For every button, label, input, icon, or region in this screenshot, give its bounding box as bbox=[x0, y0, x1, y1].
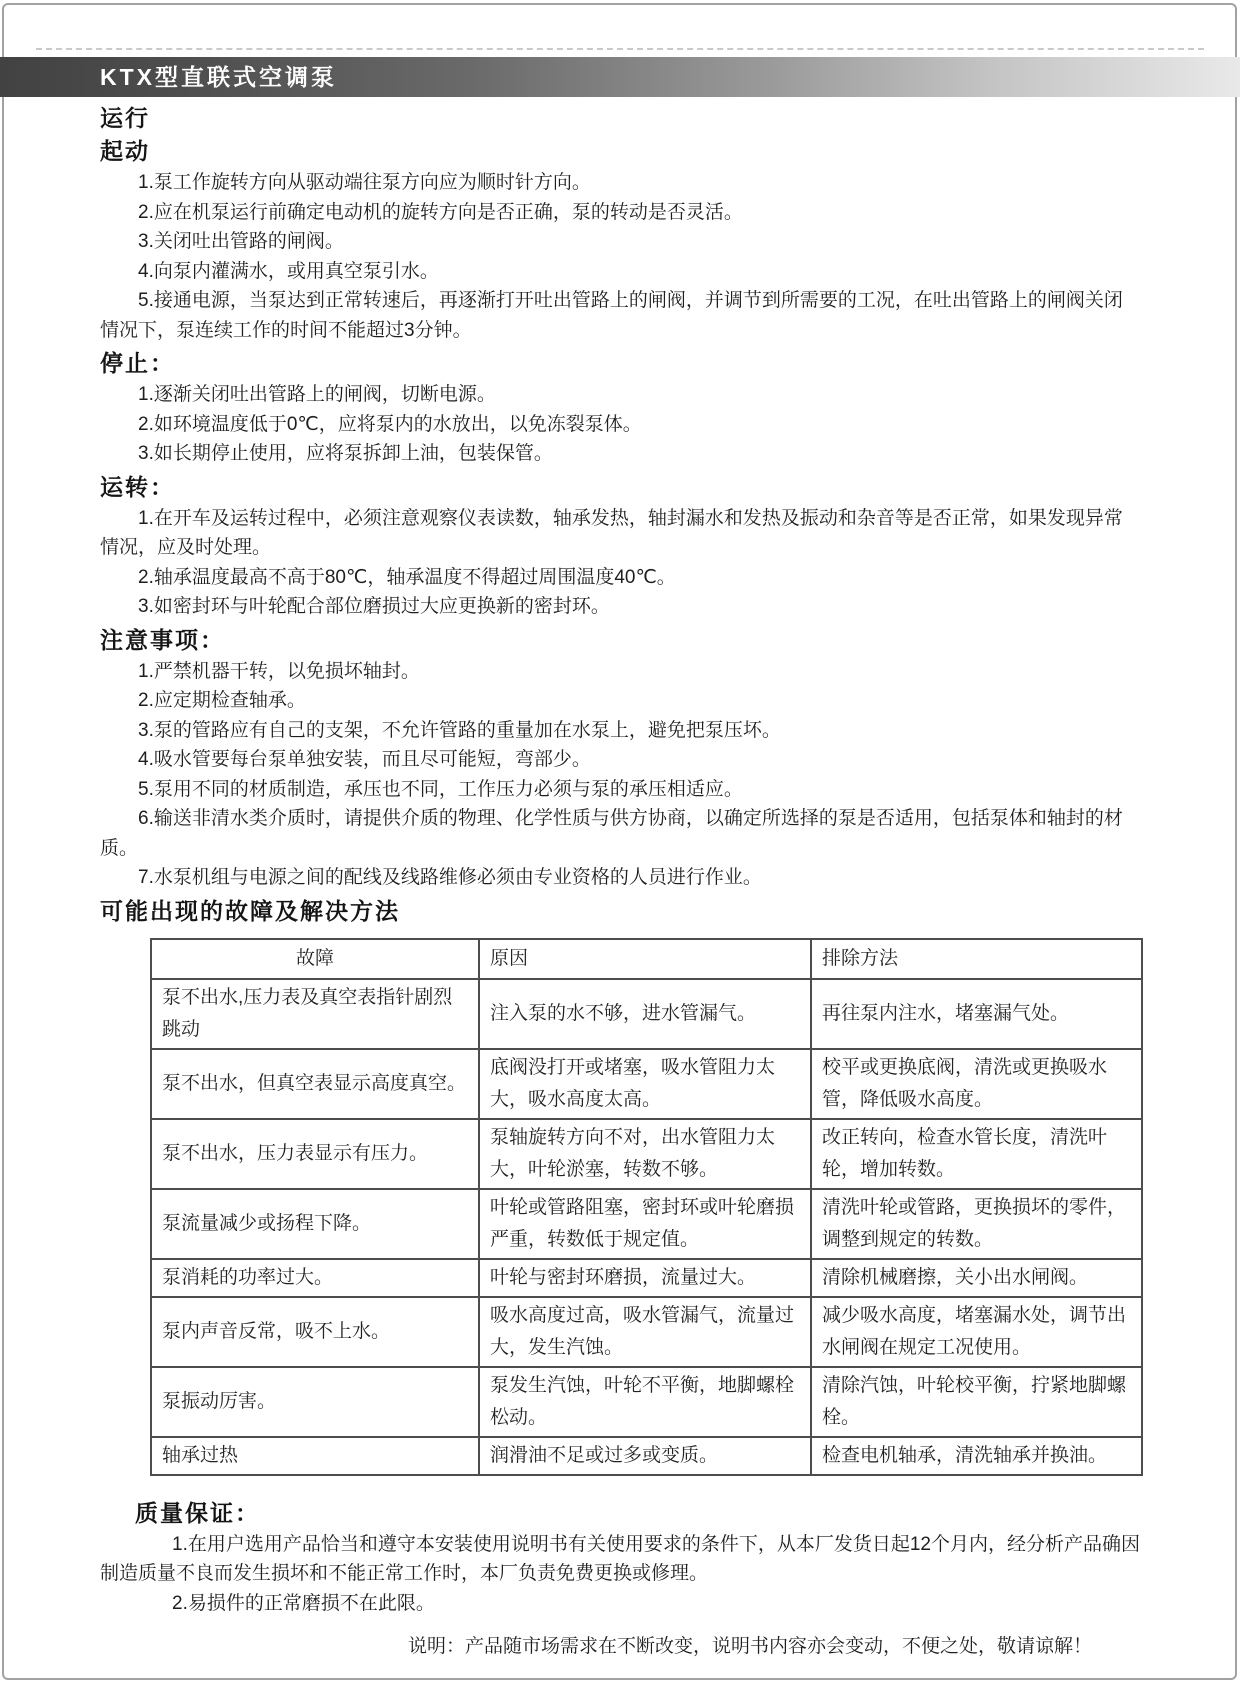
cause-cell: 泵轴旋转方向不对，出水管阻力太大，叶轮淤塞，转数不够。 bbox=[479, 1119, 811, 1189]
list-item: 1.严禁机器干转，以免损坏轴封。 bbox=[138, 660, 420, 682]
table-row bbox=[151, 1259, 1142, 1297]
table-row bbox=[151, 1367, 1142, 1437]
cause-cell: 叶轮或管路阻塞，密封环或叶轮磨损严重，转数低于规定值。 bbox=[479, 1189, 811, 1259]
list-item: 2.易损件的正常磨损不在此限。 bbox=[172, 1592, 435, 1614]
solution-cell: 校平或更换底阀，清洗或更换吸水管，降低吸水高度。 bbox=[811, 1049, 1142, 1119]
table-row bbox=[151, 1437, 1142, 1475]
table-row bbox=[151, 979, 1142, 1049]
list-item: 1.逐渐关闭吐出管路上的闸阀，切断电源。 bbox=[138, 384, 496, 405]
list-item: 3.如长期停止使用，应将泵拆卸上油，包装保管。 bbox=[138, 443, 553, 464]
solution-cell: 改正转向，检查水管长度，清洗叶轮，增加转数。 bbox=[811, 1119, 1142, 1189]
fault-cell: 泵不出水，但真空表显示高度真空。 bbox=[151, 1049, 479, 1119]
cause-cell: 底阀没打开或堵塞，吸水管阻力太大，吸水高度太高。 bbox=[479, 1049, 811, 1119]
list-item: 7.水泵机组与电源之间的配线及线路维修必须由专业资格的人员进行作业。 bbox=[138, 867, 762, 888]
fault-table bbox=[150, 938, 1143, 1476]
footnote: 说明：产品随市场需求在不断改变，说明书内容亦会变动，不便之处，敬请谅解！ bbox=[408, 1636, 1093, 1657]
section-heading-running: 运转： bbox=[100, 473, 175, 500]
document-body bbox=[100, 100, 1141, 1662]
cause-cell: 吸水高度过高，吸水管漏气，流量过大，发生汽蚀。 bbox=[479, 1297, 811, 1367]
cause-cell: 叶轮与密封环磨损，流量过大。 bbox=[479, 1259, 811, 1297]
table-row bbox=[151, 1119, 1142, 1189]
column-header-cause: 原因 bbox=[479, 939, 811, 979]
solution-cell: 减少吸水高度，堵塞漏水处，调节出水闸阀在规定工况使用。 bbox=[811, 1297, 1142, 1367]
list-item: 2.应定期检查轴承。 bbox=[138, 690, 306, 711]
table-row bbox=[151, 1049, 1142, 1119]
section-heading-warranty: 质量保证： bbox=[135, 1499, 260, 1526]
section-heading-troubleshooting: 可能出现的故障及解决方法 bbox=[100, 897, 400, 924]
list-item: 1.在开车及运转过程中，必须注意观察仪表读数，轴承发热，轴封漏水和发热及振动和杂音等是否正常，如果发现异常情况，应及时处理。 bbox=[100, 507, 1123, 558]
list-item: 3.如密封环与叶轮配合部位磨损过大应更换新的密封环。 bbox=[138, 596, 610, 617]
solution-cell: 再往泵内注水，堵塞漏气处。 bbox=[811, 979, 1142, 1049]
section-heading-precautions: 注意事项： bbox=[100, 626, 225, 653]
list-item: 3.泵的管路应有自己的支架，不允许管路的重量加在水泵上，避免把泵压坏。 bbox=[138, 719, 781, 741]
section-heading-start: 起动 bbox=[100, 138, 150, 164]
list-item: 1.泵工作旋转方向从驱动端往泵方向应为顺时针方向。 bbox=[138, 172, 591, 193]
table-row bbox=[151, 1189, 1142, 1259]
column-header-fault: 故障 bbox=[151, 939, 479, 979]
section-heading-stop: 停止： bbox=[100, 350, 175, 376]
list-item: 2.轴承温度最高不高于80℃，轴承温度不得超过周围温度40℃。 bbox=[138, 566, 676, 588]
list-item: 4.向泵内灌满水，或用真空泵引水。 bbox=[138, 260, 439, 282]
fault-cell: 轴承过热 bbox=[151, 1437, 479, 1475]
section-heading-operation: 运行 bbox=[100, 105, 150, 131]
scan-artifact-line bbox=[36, 48, 1204, 50]
fault-cell: 泵消耗的功率过大。 bbox=[151, 1259, 479, 1297]
page-title: KTX型直联式空调泵 bbox=[100, 64, 337, 90]
fault-cell: 泵不出水，压力表显示有压力。 bbox=[151, 1119, 479, 1189]
column-header-solution: 排除方法 bbox=[811, 939, 1142, 979]
solution-cell: 检查电机轴承，清洗轴承并换油。 bbox=[811, 1437, 1142, 1475]
list-item: 6.输送非清水类介质时，请提供介质的物理、化学性质与供方协商，以确定所选择的泵是否适用，包括泵体和轴封的材质。 bbox=[100, 808, 1123, 859]
solution-cell: 清除机械磨擦，关小出水闸阀。 bbox=[811, 1259, 1142, 1297]
table-header-row bbox=[151, 939, 1142, 979]
solution-cell: 清洗叶轮或管路，更换损坏的零件，调整到规定的转数。 bbox=[811, 1189, 1142, 1259]
cause-cell: 泵发生汽蚀，叶轮不平衡，地脚螺栓松动。 bbox=[479, 1367, 811, 1437]
list-item: 2.应在机泵运行前确定电动机的旋转方向是否正确，泵的转动是否灵活。 bbox=[138, 201, 743, 223]
header-bar bbox=[0, 57, 1240, 97]
list-item: 3.关闭吐出管路的闸阀。 bbox=[138, 231, 344, 252]
fault-cell: 泵内声音反常，吸不上水。 bbox=[151, 1297, 479, 1367]
list-item: 4.吸水管要每台泵单独安装，而且尽可能短，弯部少。 bbox=[138, 749, 591, 770]
table-row bbox=[151, 1297, 1142, 1367]
cause-cell: 润滑油不足或过多或变质。 bbox=[479, 1437, 811, 1475]
list-item: 1.在用户选用产品恰当和遵守本安装使用说明书有关使用要求的条件下，从本厂发货日起12个月内，经分析产品确因制造质量不良而发生损坏和不能正常工作时，本厂负责免费更换或修理。 bbox=[100, 1533, 1140, 1584]
fault-cell: 泵不出水,压力表及真空表指针剧烈跳动 bbox=[151, 979, 479, 1049]
list-item: 5.泵用不同的材质制造，承压也不同，工作压力必须与泵的承压相适应。 bbox=[138, 778, 743, 800]
fault-cell: 泵流量减少或扬程下降。 bbox=[151, 1189, 479, 1259]
solution-cell: 清除汽蚀，叶轮校平衡，拧紧地脚螺栓。 bbox=[811, 1367, 1142, 1437]
cause-cell: 注入泵的水不够，进水管漏气。 bbox=[479, 979, 811, 1049]
list-item: 2.如环境温度低于0℃，应将泵内的水放出，以免冻裂泵体。 bbox=[138, 413, 642, 435]
list-item: 5.接通电源，当泵达到正常转速后，再逐渐打开吐出管路上的闸阀，并调节到所需要的工况，在吐出管路上的闸阀关闭情况下，泵连续工作的时间不能超过3分钟。 bbox=[100, 290, 1123, 341]
fault-cell: 泵振动厉害。 bbox=[151, 1367, 479, 1437]
